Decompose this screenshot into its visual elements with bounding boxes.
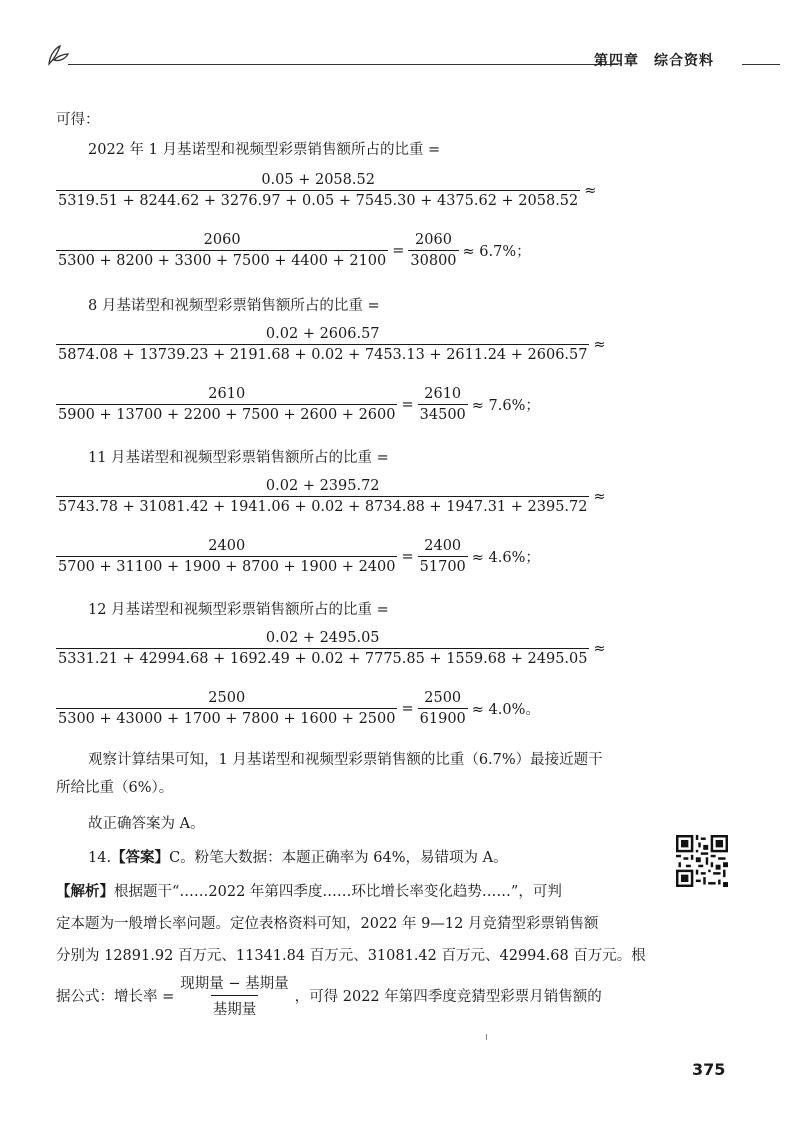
fraction bbox=[408, 232, 458, 269]
numerator: 0.02 + 2395.72 bbox=[265, 478, 380, 494]
denominator: 5874.08 + 13739.23 + 2191.68 + 0.02 + 7453.13 + 2611.24 + 2606.57 bbox=[56, 344, 589, 363]
fraction bbox=[418, 690, 468, 727]
chapter-title: 第四章 综合资料 bbox=[594, 53, 714, 69]
fraction bbox=[56, 478, 589, 515]
equals-sign: = bbox=[401, 700, 414, 717]
result: ≈ 4.0%。 bbox=[471, 702, 540, 718]
approx-sign: ≈ bbox=[584, 182, 597, 199]
fraction bbox=[56, 232, 388, 269]
denominator: 5900 + 13700 + 2200 + 7500 + 2600 + 2600 bbox=[56, 404, 397, 423]
numerator: 0.05 + 2058.52 bbox=[261, 172, 375, 188]
aug-fraction-1 bbox=[56, 326, 610, 363]
dec-fraction-2 bbox=[56, 690, 544, 727]
denominator: 5743.78 + 31081.42 + 1941.06 + 0.02 + 8734.88 + 1947.31 + 2395.72 bbox=[56, 496, 589, 515]
formula-suffix: ，可得 2022 年第四季度竞猜型彩票月销售额的 bbox=[294, 989, 602, 1005]
denominator: 30800 bbox=[408, 250, 458, 269]
fraction bbox=[56, 172, 580, 209]
fraction bbox=[418, 538, 468, 575]
margin-mark bbox=[486, 1034, 487, 1040]
denominator: 51700 bbox=[418, 556, 468, 575]
denominator: 5300 + 8200 + 3300 + 7500 + 4400 + 2100 bbox=[56, 250, 388, 269]
q14-answer bbox=[88, 846, 508, 867]
observe-text-line-2: 所给比重（6%）。 bbox=[56, 780, 174, 796]
numerator: 2060 bbox=[415, 232, 452, 248]
result: ≈ 4.6%； bbox=[471, 550, 540, 566]
numerator: 2060 bbox=[203, 232, 241, 248]
numerator: 2610 bbox=[424, 386, 462, 402]
fraction bbox=[178, 972, 290, 1019]
numerator: 2500 bbox=[208, 690, 246, 706]
approx-sign: ≈ bbox=[593, 336, 606, 353]
header-rule bbox=[68, 64, 618, 65]
numerator: 2400 bbox=[208, 538, 246, 554]
analysis-text: 根据题干“……2022 年第四季度……环比增长率变化趋势……”，可判 bbox=[114, 884, 562, 900]
analysis-label: 【解析】 bbox=[56, 883, 114, 900]
denominator: 5331.21 + 42994.68 + 1692.49 + 0.02 + 7775.85 + 1559.68 + 2495.05 bbox=[56, 648, 589, 667]
approx-sign: ≈ bbox=[593, 488, 606, 505]
denominator: 5700 + 31100 + 1900 + 8700 + 1900 + 2400 bbox=[56, 556, 397, 575]
aug-title: 8 月基诺型和视频型彩票销售额所占的比重 = bbox=[88, 298, 380, 314]
analysis-line-2: 定本题为一般增长率问题。定位表格资料可知，2022 年 9—12 月竞猜型彩票销售额 bbox=[56, 916, 599, 932]
equals-sign: = bbox=[392, 242, 405, 259]
numerator: 0.02 + 2606.57 bbox=[265, 326, 380, 342]
qr-code-icon[interactable] bbox=[676, 835, 728, 887]
jan-fraction-2 bbox=[56, 232, 535, 269]
page-number: 375 bbox=[692, 1060, 726, 1079]
numerator: 2610 bbox=[208, 386, 246, 402]
header-rule-right bbox=[742, 64, 780, 65]
page-header bbox=[46, 42, 776, 72]
denominator: 5319.51 + 8244.62 + 3276.97 + 0.05 + 7545.30 + 4375.62 + 2058.52 bbox=[56, 190, 580, 209]
numerator: 现期量 − 基期量 bbox=[180, 976, 289, 992]
answer-label: 【答案】 bbox=[111, 849, 170, 866]
growth-rate-formula bbox=[56, 972, 602, 1019]
intro-text: 可得： bbox=[56, 112, 100, 128]
denominator: 61900 bbox=[418, 708, 468, 727]
denominator: 5300 + 43000 + 1700 + 7800 + 1600 + 2500 bbox=[56, 708, 397, 727]
nov-fraction-1 bbox=[56, 478, 610, 515]
equals-sign: = bbox=[401, 548, 414, 565]
nov-title: 11 月基诺型和视频型彩票销售额所占的比重 = bbox=[88, 450, 389, 466]
q14-number: 14. bbox=[88, 850, 112, 866]
analysis-line-1 bbox=[56, 880, 562, 901]
analysis-line-3: 分别为 12891.92 百万元、11341.84 百万元、31081.42 百万元、42994.68 百万元。根 bbox=[56, 948, 646, 964]
fraction bbox=[56, 326, 589, 363]
result: ≈ 6.7%； bbox=[462, 244, 531, 260]
dec-fraction-1 bbox=[56, 630, 610, 667]
aug-fraction-2 bbox=[56, 386, 544, 423]
answer-text: 故正确答案为 A。 bbox=[88, 816, 205, 832]
q14-answer-text: C。粉笔大数据：本题正确率为 64%，易错项为 A。 bbox=[169, 850, 508, 866]
observe-text-line-1: 观察计算结果可知，1 月基诺型和视频型彩票销售额的比重（6.7%）最接近题干 bbox=[88, 752, 603, 768]
numerator: 0.02 + 2495.05 bbox=[265, 630, 380, 646]
dec-title: 12 月基诺型和视频型彩票销售额所占的比重 = bbox=[88, 602, 389, 618]
fraction bbox=[56, 538, 397, 575]
fraction bbox=[418, 386, 468, 423]
formula-prefix: 据公式：增长率 = bbox=[56, 989, 175, 1005]
nov-fraction-2 bbox=[56, 538, 544, 575]
fraction bbox=[56, 386, 397, 423]
result: ≈ 7.6%； bbox=[471, 398, 540, 414]
fraction bbox=[56, 630, 589, 667]
numerator: 2500 bbox=[424, 690, 462, 706]
denominator: 基期量 bbox=[211, 995, 259, 1019]
denominator: 34500 bbox=[418, 404, 468, 423]
numerator: 2400 bbox=[424, 538, 462, 554]
approx-sign: ≈ bbox=[593, 640, 606, 657]
fraction bbox=[56, 690, 397, 727]
jan-title: 2022 年 1 月基诺型和视频型彩票销售额所占的比重 = bbox=[88, 142, 441, 158]
jan-fraction-1 bbox=[56, 172, 600, 209]
equals-sign: = bbox=[401, 396, 414, 413]
